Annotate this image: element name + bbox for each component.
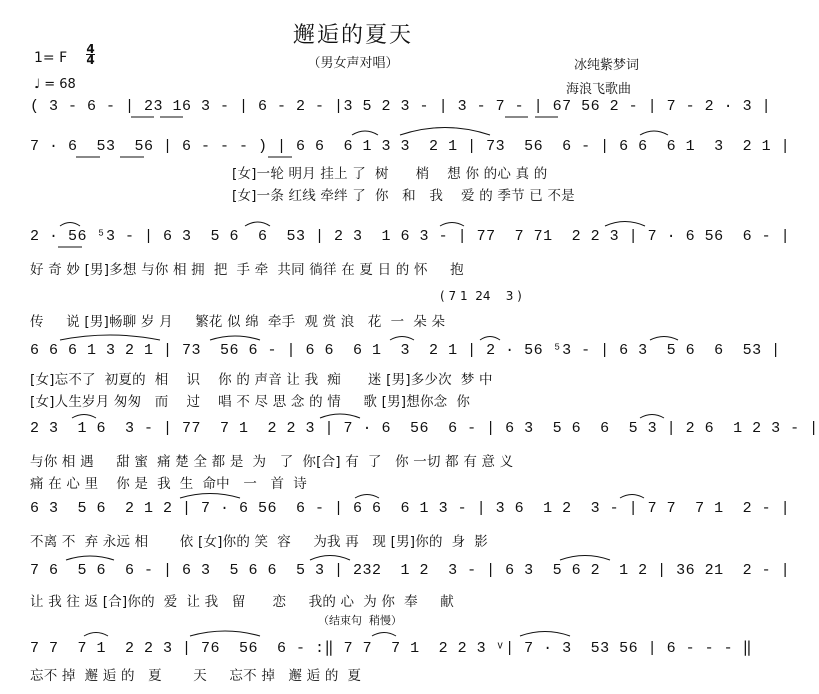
lyric-line-9: 忘不 掉 邂 逅 的 夏 天 忘不 掉 邂 逅 的 夏	[30, 668, 362, 684]
lyric-line-2b: [女]一条 红线 牵绊 了 你 和 我 爱 的 季节 已 不是	[232, 188, 575, 204]
slur-mark	[480, 337, 500, 341]
slur-mark	[440, 223, 464, 227]
notation-line-8: 7 6 5 6 6 - | 6 3 5 6 6 5 3 | 232 1 2 3 - | 6 3 5 6 2 1 2 | 36 21 2 - |	[30, 562, 791, 579]
slur-mark	[320, 414, 360, 418]
slur-mark	[605, 222, 645, 227]
lyric-line-4: 传 说 [男]畅聊 岁 月 繁花 似 绵 牵手 观 赏 浪 花 一 朵 朵	[30, 314, 446, 330]
notation-line-6: 2 3 1 6 3 - | 77 7 1 2 2 3 | 7 · 6 56 6 - | 6 3 5 6 6 5 3 | 2 6 1 2 3 - |	[30, 420, 819, 437]
notation-line-5: 6 6 6 1 3 2 1 | 73 56 6 - | 6 6 6 1 3 2 1 | 2 · 56 ⁵3 - | 6 3 5 6 6 53 |	[30, 342, 781, 359]
time-signature	[86, 44, 95, 65]
composer-credit: 海浪飞歌曲	[566, 82, 632, 97]
notation-line-2: 7 · 6 53 56 | 6 - - - ) | 6 6 6 1 3 3 2 1 | 73 56 6 - | 6 6 6 1 3 2 1 |	[30, 138, 791, 155]
lyric-line-6a: 与你 相 遇 甜 蜜 痛 楚 全 都 是 为 了 你[合] 有 了 你 一切 都 有 意 义	[30, 454, 514, 470]
slur-mark	[190, 631, 260, 636]
time-signature-bottom: 4	[86, 53, 95, 67]
slur-mark	[60, 223, 80, 227]
slur-mark	[72, 415, 96, 419]
notation-line-7: 6 3 5 6 2 1 2 | 7 · 6 56 6 - | 6 6 6 1 3 - | 3 6 1 2 3 - | 7 7 7 1 2 - |	[30, 500, 791, 517]
time-signature-top: 4	[86, 42, 95, 56]
slur-mark	[640, 415, 664, 419]
slur-mark	[310, 556, 350, 561]
slur-mark	[372, 633, 396, 637]
lyric-line-3: 好 奇 妙 [男]多想 与你 相 拥 把 手 牵 共同 徜徉 在 夏 日 的 怀 抱	[30, 262, 464, 278]
key-signature: 1= F	[34, 50, 68, 66]
slur-mark	[520, 632, 570, 637]
lyric-line-7: 不离 不 弃 永远 相 依 [女]你的 笑 容 为我 再 现 [男]你的 身 影	[30, 534, 489, 550]
tempo-marking: ♩ = 68	[34, 77, 76, 92]
song-title: 邂逅的夏天	[292, 23, 413, 48]
slur-mark	[180, 494, 240, 499]
ending-annotation: （结束句 稍慢）	[318, 614, 402, 627]
lyric-line-2a: [女]一轮 明月 挂上 了 树 梢 想 你 的心 真 的	[232, 166, 548, 182]
slur-mark	[355, 495, 379, 499]
slur-mark	[245, 222, 270, 226]
notation-line-1: ( 3 - 6 - | 23 16 3 - | 6 - 2 - |3 5 2 3 - | 3 - 7 - | 67 56 2 - | 7 - 2 · 3 |	[30, 98, 772, 115]
harmony-annotation: ( 7 1 24 3 )	[440, 289, 522, 303]
slur-mark	[640, 131, 668, 135]
lyric-line-5a: [女]忘不了 初夏的 相 识 你 的 声音 让 我 痴 迷 [男]多少次 梦 中	[30, 372, 493, 388]
song-subtitle: （男女声对唱）	[307, 56, 399, 71]
lyric-line-6b: 痛 在 心 里 你 是 我 生 命中 一 首 诗	[30, 476, 307, 492]
slur-mark	[66, 556, 114, 560]
lyric-line-8: 让 我 往 返 [合]你的 爱 让 我 留 恋 我的 心 为 你 奉 献	[30, 594, 454, 610]
lyricist-credit: 冰纯紫梦词	[574, 58, 640, 73]
slur-mark	[210, 336, 260, 340]
slur-mark	[390, 337, 414, 341]
slur-mark	[560, 556, 610, 561]
slur-mark	[400, 128, 490, 136]
lyric-line-5b: [女]人生岁月 匆匆 而 过 唱 不 尽 思 念 的 情 歌 [男]想你念 你	[30, 394, 471, 410]
notation-line-9: 7 7 7 1 2 2 3 | 76 56 6 - :‖ 7 7 7 1 2 2 3 ᵛ| 7 · 3 53 56 | 6 - - - ‖	[30, 640, 753, 657]
slur-mark	[620, 495, 644, 499]
slur-mark	[84, 633, 108, 637]
slur-mark	[60, 335, 160, 340]
slur-mark	[352, 131, 378, 135]
slur-mark	[650, 337, 678, 341]
notation-line-3: 2 · 56 ⁵3 - | 6 3 5 6 6 53 | 2 3 1 6 3 - | 77 7 71 2 2 3 | 7 · 6 56 6 - |	[30, 228, 791, 245]
